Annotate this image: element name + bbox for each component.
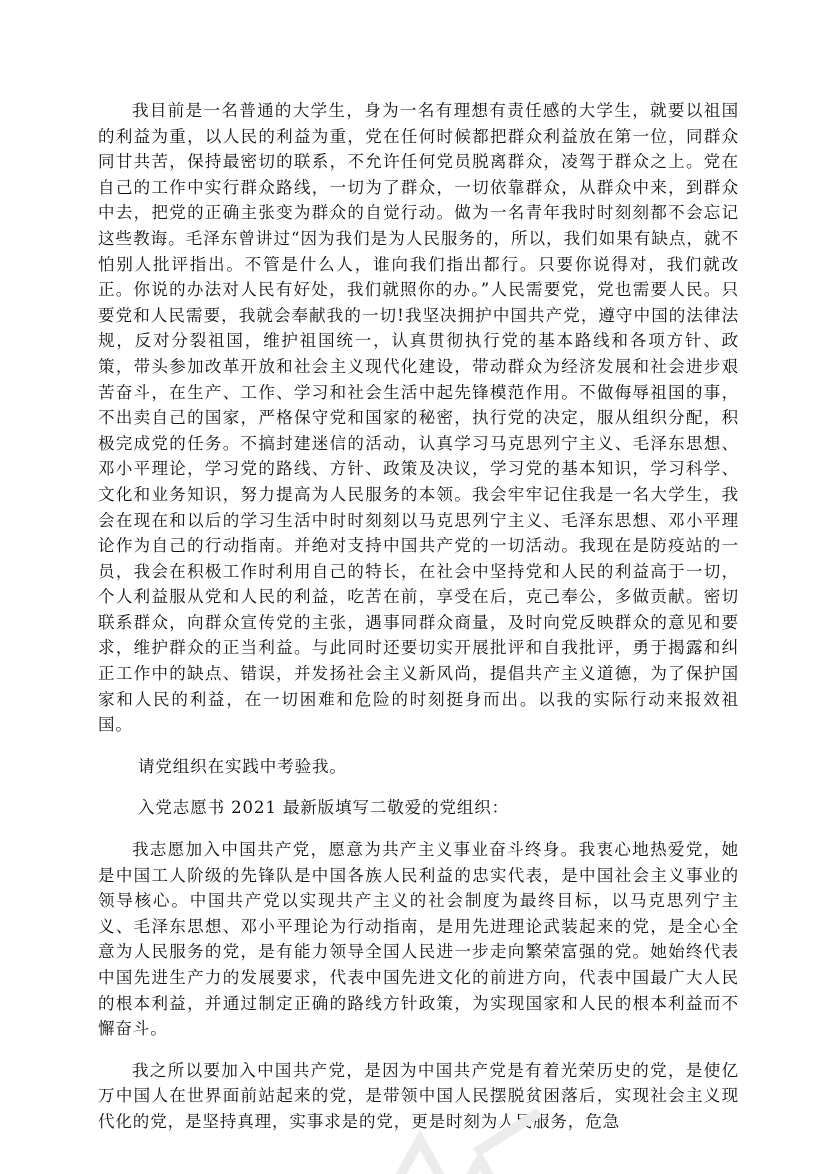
paragraph-3: 入党志愿书 2021 最新版填写二敬爱的党组织： bbox=[138, 798, 510, 818]
paragraph-2: 请党组织在实践中考验我。 bbox=[138, 756, 347, 776]
paragraph-1: 我目前是一名普通的大学生，身为一名有理想有责任感的大学生，就要以祖国的利益为重，以人民的利益为重，党在任何时候都把群众利益放在第一位，同群众同甘共苦，保持最密切的联系，不允许任何党员脱离群众，凌驾于群众之上。党在自己的工作中实行群众路线，一切为了群众，一切依靠群众，从群众中来，到群众中去，把党的正确主张变为群众的自觉行动。做为一名青年我时时刻刻都不会忘记这些教诲。毛泽东曾讲过“因为我们是为人民服务的，所以，我们如果有缺点，就不怕别人批评指出。不管是什么人，谁向我们指出都行。只要你说得对，我们就改正。你说的办法对人民有好处，我们就照你的办。”人民需要党，党也需要人民。只要党和人民需要，我就会奉献我的一切!我坚决拥护中国共产党，遵守中国的法律法规，反对分裂祖国，维护祖国统一，认真贯彻执行党的基本路线和各项方针、政策，带头参加改革开放和社会主义现代化建设，带动群众为经济发展和社会进步艰苦奋斗，在生产、工作、学习和社会生活中起先锋模范作用。不做侮辱祖国的事，不出卖自己的国家，严格保守党和国家的秘密，执行党的决定，服从组织分配，积极完成党的任务。不搞封建迷信的活动，认真学习马克思列宁主义、毛泽东思想、邓小平理论，学习党的路线、方针、政策及决议，学习党的基本知识，学习科学、文化和业务知识，努力提高为人民服务的本领。我会牢牢记住我是一名大学生，我会在现在和以后的学习生活中时时刻刻以马克思列宁主义、毛泽东思想、邓小平理论作为自己的行动指南。并绝对支持中国共产党的一切活动。我现在是防疫站的一员，我会在积极工作时利用自己的特长，在社会中坚持党和人民的利益高于一切，个人利益服从党和人民的利益，吃苦在前，享受在后，克己奉公，多做贡献。密切联系群众，向群众宣传党的主张，遇事同群众商量，及时向党反映群众的意见和要求，维护群众的正当利益。与此同时还要切实开展批评和自我批评，勇于揭露和纠正工作中的缺点、错误，并发扬社会主义新风尚，提倡共产主义道德，为了保护国家和人民的利益，在一切困难和危险的时刻挺身而出。以我的实际行动来报效祖国。 bbox=[98, 101, 739, 735]
document-body bbox=[98, 98, 739, 1151]
paragraph-5: 我之所以要加入中国共产党，是因为中国共产党是有着光荣历史的党，是使亿万中国人在世界面前站起来的党，是带领中国人民摆脱贫困落后，实现社会主义现代化的党，是坚持真理，实事求是的党，更是时刻为人民服务，危急 bbox=[98, 1060, 739, 1131]
paragraph-4: 我志愿加入中国共产党，愿意为共产主义事业奋斗终身。我衷心地热爱党，她是中国工人阶级的先锋队是中国各族人民利益的忠实代表，是中国社会主义事业的领导核心。中国共产党以实现共产主义的社会制度为最终目标，以马克思列宁主义、毛泽东思想、邓小平理论为行动指南，是用先进理论武装起来的党，是全心全意为人民服务的党，是有能力领导全国人民进一步走向繁荣富强的党。她始终代表中国先进生产力的发展要求，代表中国先进文化的前进方向，代表中国最广大人民的根本利益，并通过制定正确的路线方针政策，为实现国家和人民的根本利益而不懈奋斗。 bbox=[98, 840, 739, 1039]
